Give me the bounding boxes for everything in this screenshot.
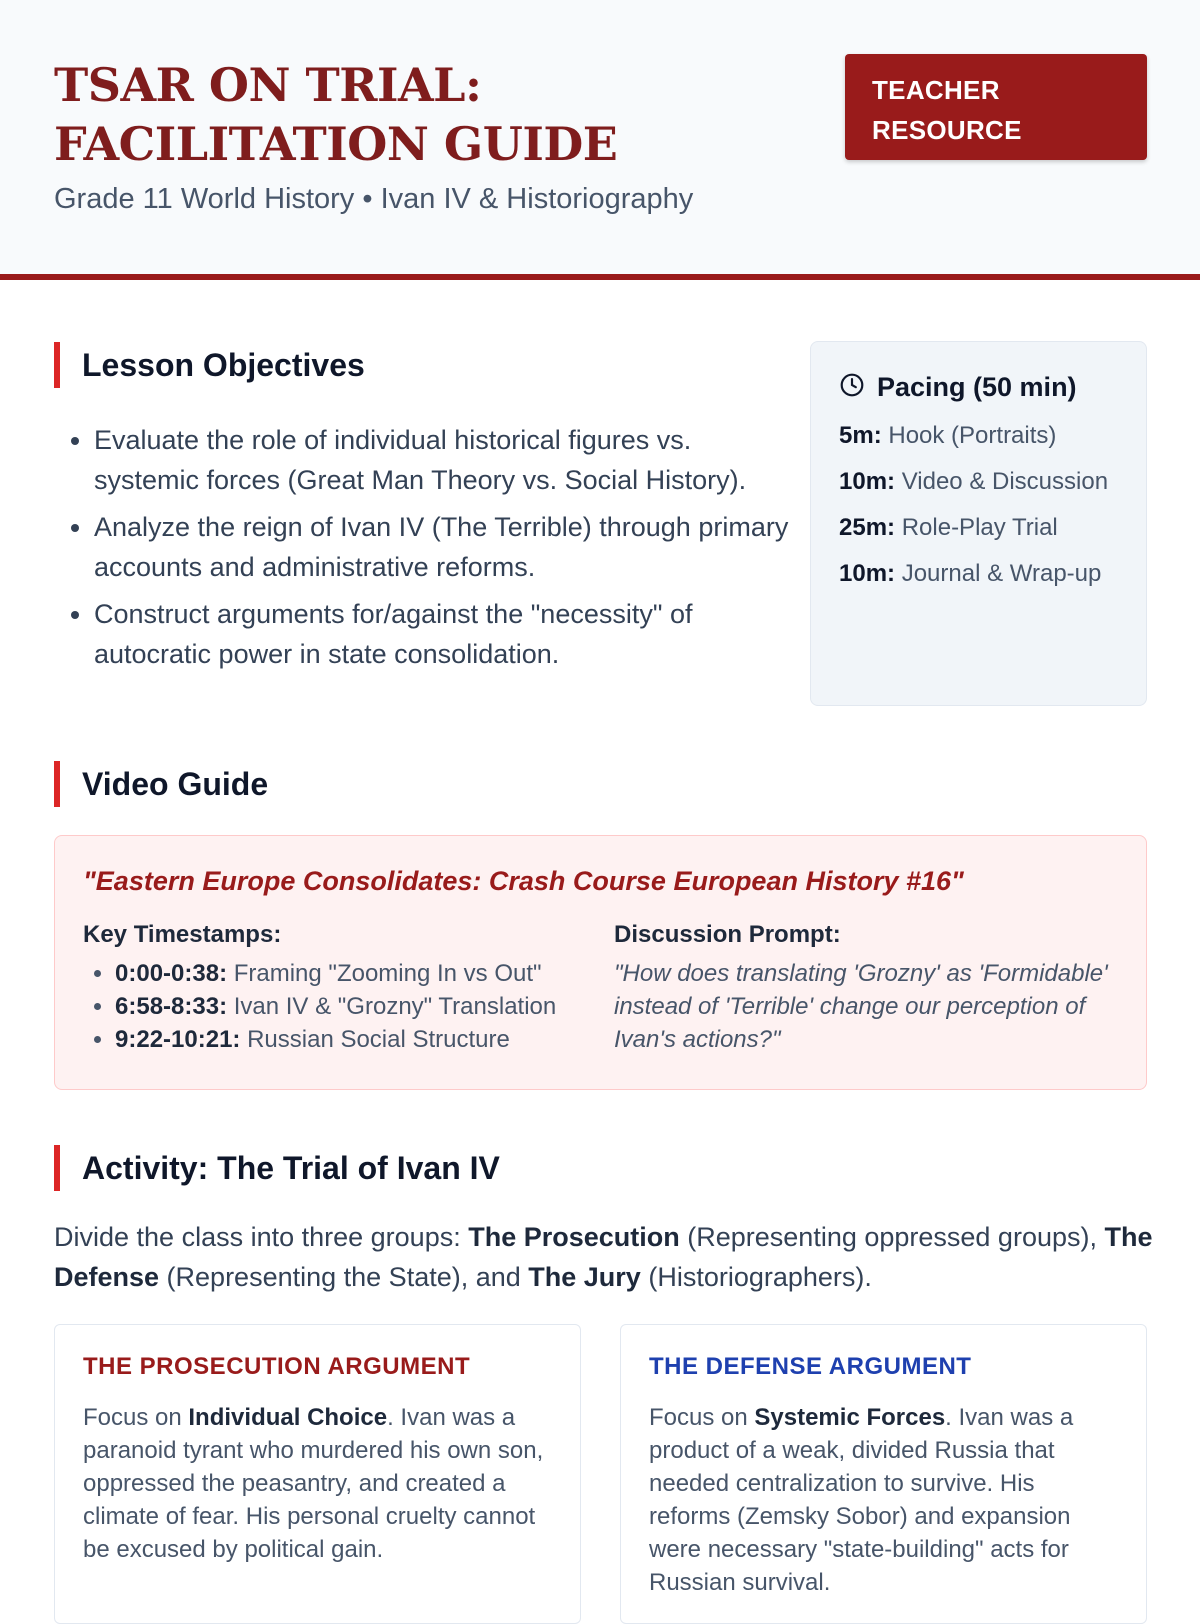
timestamps-list bbox=[83, 957, 614, 1056]
prosecution-text: Focus on Individual Choice. Ivan was a paranoid tyrant who murdered his own son, oppressed the peasantry, and created a climate of fear. His personal cruelty cannot be excused by political gain. bbox=[83, 1404, 544, 1563]
timestamp-item: • 9:22-10:21: Russian Social Structure bbox=[115, 1023, 614, 1056]
objective-item: • Construct arguments for/against the "necessity" of autocratic power in state consolidation. bbox=[94, 594, 794, 674]
timestamp-item: • 0:00-0:38: Framing "Zooming In vs Out" bbox=[115, 957, 614, 990]
clock-icon bbox=[839, 372, 865, 403]
objective-item: • Evaluate the role of individual historical figures vs. systemic forces (Great Man Theory vs. Social History). bbox=[94, 420, 794, 500]
pacing-row: 10m: Journal & Wrap-up bbox=[839, 560, 1102, 587]
pacing-title: Pacing (50 min) bbox=[877, 372, 1077, 402]
defense-heading: THE DEFENSE ARGUMENT bbox=[649, 1353, 972, 1380]
activity-intro: Divide the class into three groups: The Prosecution (Representing oppressed groups), The Defense (Representing the State), and The Jury (Historiographers). bbox=[54, 1222, 1153, 1292]
objective-item: • Analyze the reign of Ivan IV (The Terrible) through primary accounts and administrative reforms. bbox=[94, 507, 794, 587]
prosecution-heading: THE PROSECUTION ARGUMENT bbox=[83, 1353, 471, 1380]
video-title: "Eastern Europe Consolidates: Crash Course European History #16" bbox=[83, 866, 964, 896]
pacing-row: 25m: Role-Play Trial bbox=[839, 514, 1058, 541]
page-header bbox=[0, 0, 1200, 280]
timestamp-item: • 6:58-8:33: Ivan IV & "Grozny" Translation bbox=[115, 990, 614, 1023]
defense-text: Focus on Systemic Forces. Ivan was a product of a weak, divided Russia that needed centralization to survive. His reforms (Zemsky Sobor) and expansion were necessary "state-building" acts for Russian survival. bbox=[649, 1404, 1074, 1596]
timestamps-label: Key Timestamps: bbox=[83, 921, 282, 948]
discussion-prompt: "How does translating 'Grozny' as 'Formidable' instead of 'Terrible' change our perception of Ivan's actions?" bbox=[614, 960, 1108, 1053]
objectives-list bbox=[54, 420, 794, 681]
pacing-row: 10m: Video & Discussion bbox=[839, 468, 1109, 495]
activity-heading: Activity: The Trial of Ivan IV bbox=[54, 1145, 500, 1191]
page-subtitle: Grade 11 World History • Ivan IV & Historiography bbox=[54, 183, 694, 215]
pacing-panel bbox=[810, 341, 1147, 706]
pacing-row: 5m: Hook (Portraits) bbox=[839, 422, 1057, 449]
teacher-resource-badge: TEACHER RESOURCE bbox=[845, 54, 1147, 160]
page-title: TSAR ON TRIAL: FACILITATION GUIDE bbox=[54, 58, 618, 171]
lesson-objectives-heading: Lesson Objectives bbox=[54, 342, 365, 388]
video-guide-heading: Video Guide bbox=[54, 761, 268, 807]
defense-card bbox=[620, 1324, 1147, 1624]
prosecution-card bbox=[54, 1324, 581, 1624]
discussion-prompt-label: Discussion Prompt: bbox=[614, 921, 841, 948]
video-card bbox=[54, 835, 1147, 1090]
